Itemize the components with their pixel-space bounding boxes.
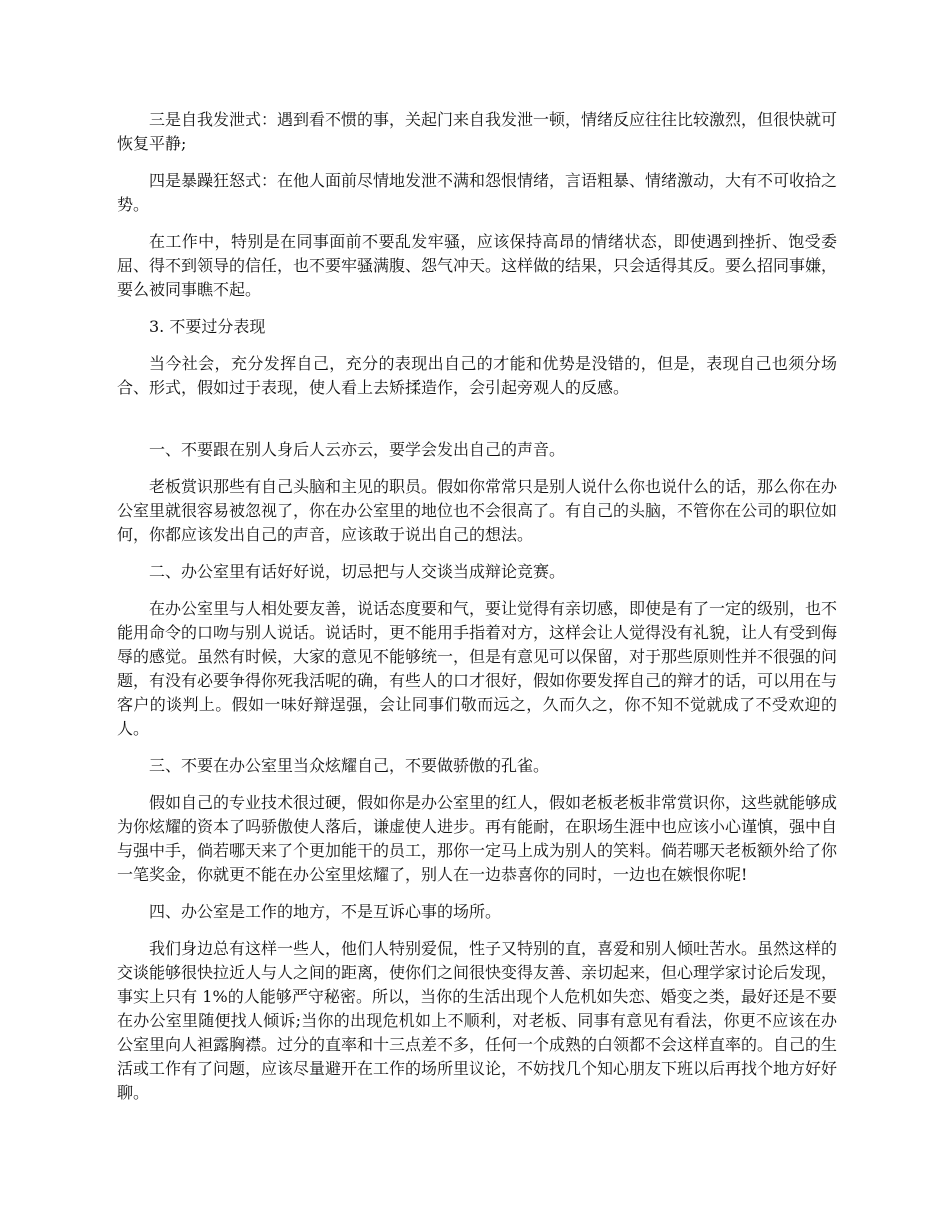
document-body [117, 108, 837, 1118]
paragraph-office-for-work: 我们身边总有这样一些人，他们人特别爱侃，性子又特别的直，喜爱和别人倾吐苦水。虽然这样的交谈能够很快拉近人与人之间的距离，使你们之间很快变得友善、亲切起来，但心理学家讨论后发现，事实上只有 1%的人能够严守秘密。所以，当你的生活出现个人危机如失恋、婚变之类，最好还是不要在办公室里随便找人倾诉;当你的出现危机如上不顺利，对老板、同事有意见有看法，你更不应该在办公室里向人袒露胸襟。过分的直率和十三点差不多，任何一个成熟的白领都不会这样直率的。自己的生活或工作有了问题，应该尽量避开在工作的场所里议论，不妨找几个知心朋友下班以后再找个地方好好聊。 [117, 939, 838, 1102]
section-heading-no-overshow: 3. 不要过分表现 [149, 317, 266, 336]
heading-no-boasting: 三、不要在办公室里当众炫耀自己，不要做骄傲的孔雀。 [149, 756, 550, 775]
heading-speak-nicely: 二、办公室里有话好好说，切忌把与人交谈当成辩论竞赛。 [149, 562, 566, 581]
paragraph-own-voice: 老板赏识那些有自己头脑和主见的职员。假如你常常只是别人说什么你也说什么的话，那么你在办公室里就很容易被忽视了，你在办公室里的地位也不会很高了。有自己的头脑，不管你在公司的职位如何，你都应该发出自己的声音，应该敢于说出自己的想法。 [117, 477, 838, 544]
paragraph-no-boasting: 假如自己的专业技术很过硬，假如你是办公室里的红人，假如老板老板非常赏识你，这些就能够成为你炫耀的资本了吗骄傲使人落后，谦虚使人进步。再有能耐，在职场生涯中也应该小心谨慎，强中自与强中手，倘若哪天来了个更加能干的员工，那你一定马上成为别人的笑料。倘若哪天老板额外给了你一笔奖金，你就更不能在办公室里炫耀了，别人在一边恭喜你的同时，一边也在嫉恨你呢! [117, 793, 838, 884]
paragraph-self-venting: 三是自我发泄式：遇到看不惯的事，关起门来自我发泄一顿，情绪反应往往比较激烈，但很快就可恢复平静; [117, 110, 838, 153]
paragraph-furious-type: 四是暴躁狂怒式：在他人面前尽情地发泄不满和怨恨情绪，言语粗暴、情绪激动，大有不可收拾之势。 [117, 171, 838, 214]
paragraph-no-complaints: 在工作中，特别是在同事面前不要乱发牢骚，应该保持高昂的情绪状态，即使遇到挫折、饱受委屈、得不到领导的信任，也不要牢骚满腹、怨气冲天。这样做的结果，只会适得其反。要么招同事嫌，要么被同事瞧不起。 [117, 232, 838, 299]
paragraph-show-yourself: 当今社会，充分发挥自己，充分的表现出自己的才能和优势是没错的，但是，表现自己也须分场合、形式，假如过于表现，使人看上去矫揉造作，会引起旁观人的反感。 [117, 354, 837, 397]
heading-office-for-work: 四、办公室是工作的地方，不是互诉心事的场所。 [149, 902, 502, 921]
heading-own-voice: 一、不要跟在别人身后人云亦云，要学会发出自己的声音。 [149, 440, 566, 459]
paragraph-speak-nicely: 在办公室里与人相处要友善，说话态度要和气，要让觉得有亲切感，即使是有了一定的级别，也不能用命令的口吻与别人说话。说话时，更不能用手指着对方，这样会让人觉得没有礼貌，让人有受到侮辱的感觉。虽然有时候，大家的意见不能够统一，但是有意见可以保留，对于那些原则性并不很强的问题，有没有必要争得你死我活呢的确，有些人的口才很好，假如你要发挥自己的辩才的话，可以用在与客户的谈判上。假如一味好辩逞强，会让同事们敬而远之，久而久之，你不知不觉就成了不受欢迎的人。 [117, 599, 838, 738]
